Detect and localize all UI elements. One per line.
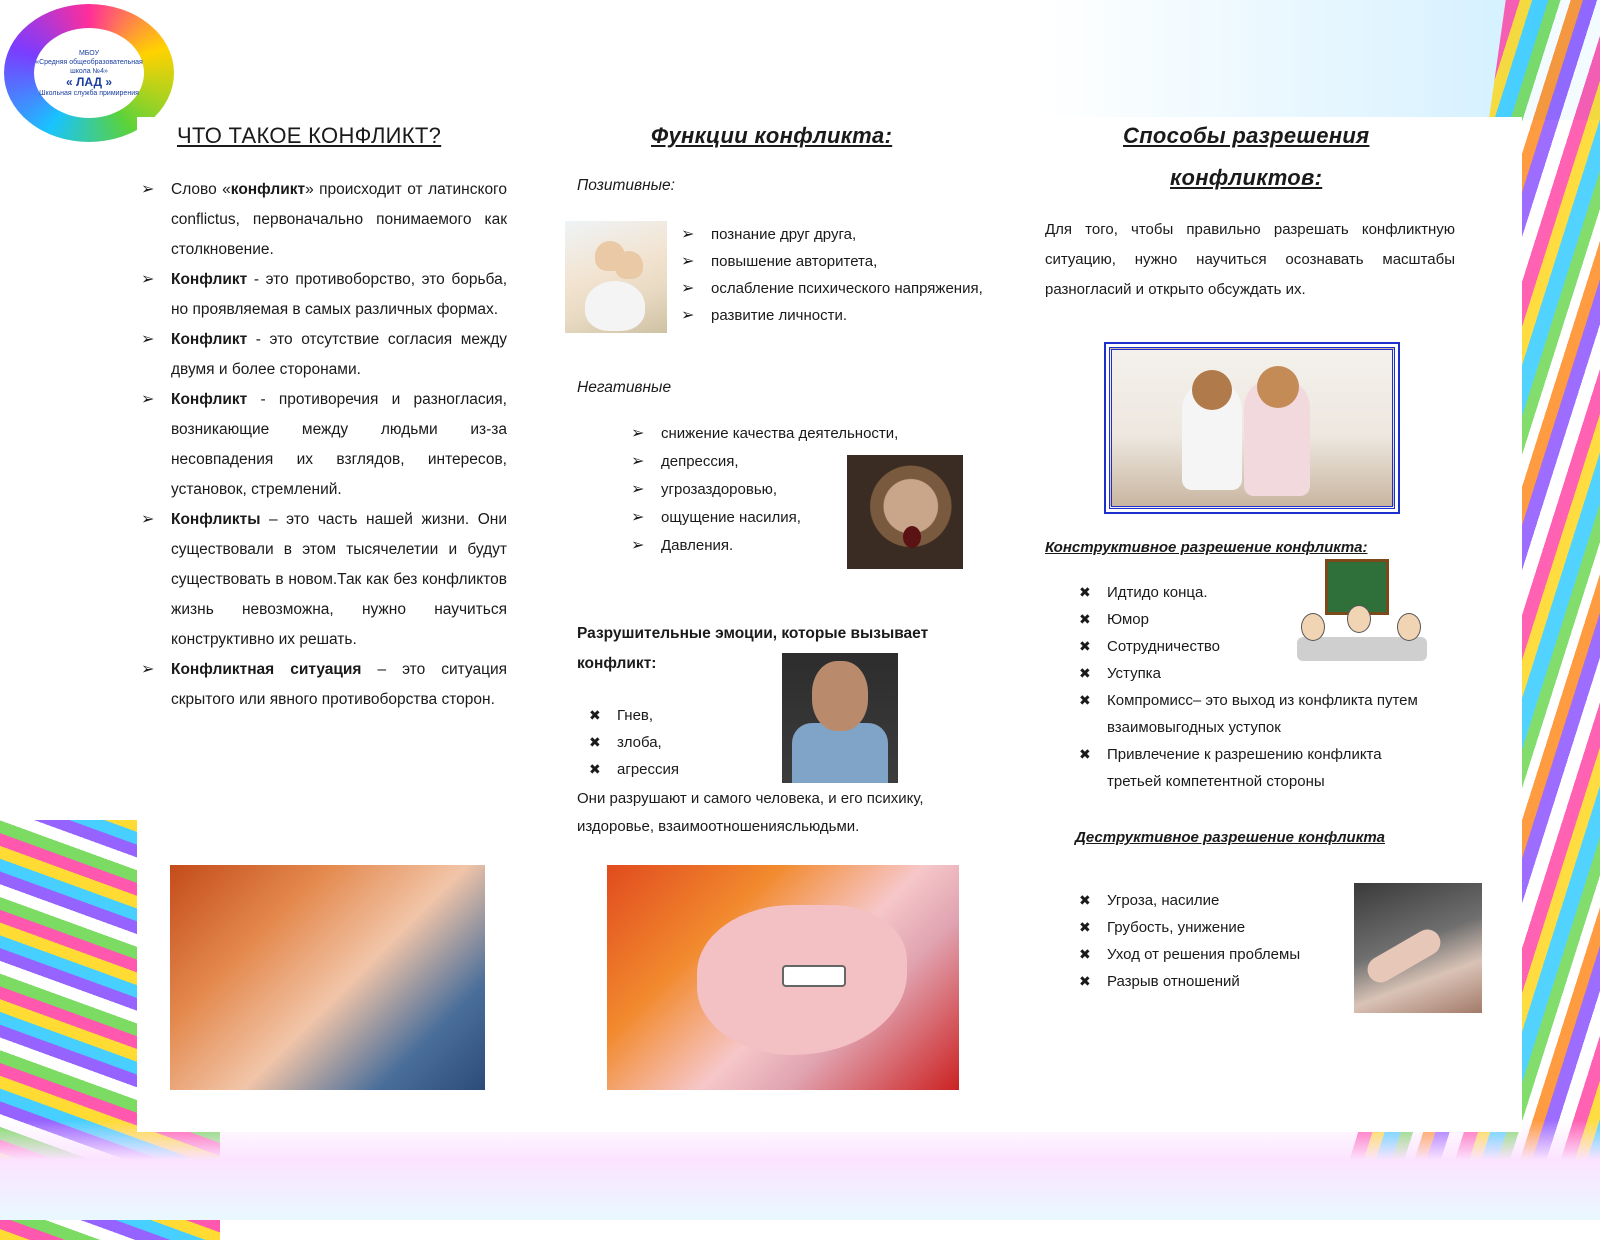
positive-label: Позитивные: xyxy=(577,177,675,194)
constructive-item: ✖ Компромисс– это выход из конфликта путем взаимовыгодных уступок xyxy=(1077,687,1437,741)
photo-family xyxy=(565,221,667,333)
destructive-item: ✖ Уход от решения проблемы xyxy=(1077,941,1357,968)
negative-item: ➢ угрозаздоровью, xyxy=(629,476,959,504)
negative-item: ➢ снижение качества деятельности, xyxy=(629,420,959,448)
negative-label: Негативные xyxy=(577,379,672,396)
positive-item: ➢ познание друг друга, xyxy=(679,221,985,248)
definition-text: – это ситуация скрытого или явного противоборства сторон. xyxy=(171,661,507,708)
positive-item: ➢ ослабление психического напряжения, xyxy=(679,275,985,302)
constructive-item: ✖ Сотрудничество xyxy=(1077,633,1437,660)
brochure-panel xyxy=(137,117,1522,1132)
photo-two-boys-conflict xyxy=(170,865,485,1090)
definition-item xyxy=(139,385,507,505)
photo-angry-man xyxy=(782,653,898,783)
definition-term: конфликт xyxy=(230,181,306,198)
negative-item: ➢ депрессия, xyxy=(629,448,959,476)
logo-line3: Школьная служба примирения xyxy=(39,89,139,97)
definition-term: Конфликт xyxy=(171,271,248,288)
logo-text xyxy=(34,28,144,118)
emotions-title: Разрушительные эмоции, которые вызывает конфликт: xyxy=(577,625,929,672)
logo-line1: МБОУ xyxy=(78,49,100,57)
column-resolution-methods xyxy=(1045,117,1515,1132)
constructive-item: ✖ Уступка xyxy=(1077,660,1437,687)
col2-title: Функции конфликта: xyxy=(651,123,893,148)
logo-line2: «Средняя общеобразовательная школа №4» xyxy=(35,58,143,75)
negative-item: ➢ ощущение насилия, xyxy=(629,504,959,532)
definition-item xyxy=(139,325,507,385)
emotions-list xyxy=(587,702,767,783)
column-conflict-functions xyxy=(565,117,1005,1132)
destructive-item: ✖ Разрыв отношений xyxy=(1077,968,1357,995)
definition-term: Конфликт xyxy=(171,391,248,408)
illustration-shouting xyxy=(607,865,959,1090)
destructive-item: ✖ Грубость, унижение xyxy=(1077,914,1357,941)
constructive-list xyxy=(1077,579,1437,795)
col3-title-line2: конфликтов: xyxy=(1170,165,1323,190)
definition-term: Конфликты xyxy=(171,511,261,528)
logo-name: « ЛАД » xyxy=(65,74,113,89)
destructive-list xyxy=(1077,887,1357,995)
definition-item xyxy=(139,505,507,655)
photo-crying-child xyxy=(847,455,963,569)
definition-text: - противоречия и разногласия, возникающие между людьми из-за несовпадения их взглядов, интересов, установок, стремлений. xyxy=(171,391,507,498)
constructive-item: ✖ Привлечение к разрешению конфликта третьей компетентной стороны xyxy=(1077,741,1437,795)
column-what-is-conflict xyxy=(137,117,537,1132)
positive-item: ➢ развитие личности. xyxy=(679,302,985,329)
definition-term: Конфликт xyxy=(171,331,248,348)
definition-item xyxy=(139,655,507,715)
col3-title-line1: Способы разрешения xyxy=(1123,123,1370,148)
resolution-intro: Для того, чтобы правильно разрешать конфликтную ситуацию, нужно научиться осознавать масштабы разногласий и открыто обсуждать их. xyxy=(1045,221,1455,298)
definition-text: » происходит от латинского conflictus, первоначально понимаемого как столкновение. xyxy=(171,181,507,258)
definition-prefix: Слово « xyxy=(171,181,231,198)
definition-item xyxy=(139,175,507,265)
emotion-item: ✖ злоба, xyxy=(587,729,767,756)
definition-text: – это часть нашей жизни. Они существовали в этом тысячелетии и будут существовать в новом.Так как без конфликтов жизнь невозможна, нужно научиться конструктивно их решать. xyxy=(171,511,507,648)
col1-title: ЧТО ТАКОЕ КОНФЛИКТ? xyxy=(177,123,442,148)
definition-item xyxy=(139,265,507,325)
emotions-note: Они разрушают и самого человека, и его психику, издоровье, взаимоотношениясльюдьми. xyxy=(577,790,924,835)
positive-item: ➢ повышение авторитета, xyxy=(679,248,985,275)
definition-text: - это отсутствие согласия между двумя и более сторонами. xyxy=(171,331,507,378)
definition-list xyxy=(139,175,507,715)
positive-list xyxy=(679,221,985,329)
emotion-item: ✖ Гнев, xyxy=(587,702,767,729)
constructive-title: Конструктивное разрешение конфликта: xyxy=(1045,539,1368,556)
constructive-item: ✖ Юмор xyxy=(1077,606,1437,633)
definition-term: Конфликтная ситуация xyxy=(171,661,362,678)
photo-children-back-to-back xyxy=(1109,347,1395,509)
constructive-item: ✖ Идтидо конца. xyxy=(1077,579,1437,606)
definition-text: - это противоборство, это борьба, но проявляемая в самых различных формах. xyxy=(171,271,507,318)
background-fade-bottom xyxy=(0,1120,1600,1220)
destructive-item: ✖ Угроза, насилие xyxy=(1077,887,1357,914)
emotion-item: ✖ агрессия xyxy=(587,756,767,783)
negative-item: ➢ Давления. xyxy=(629,532,959,560)
photo-violence xyxy=(1354,883,1482,1013)
destructive-title: Деструктивное разрешение конфликта xyxy=(1075,829,1385,846)
